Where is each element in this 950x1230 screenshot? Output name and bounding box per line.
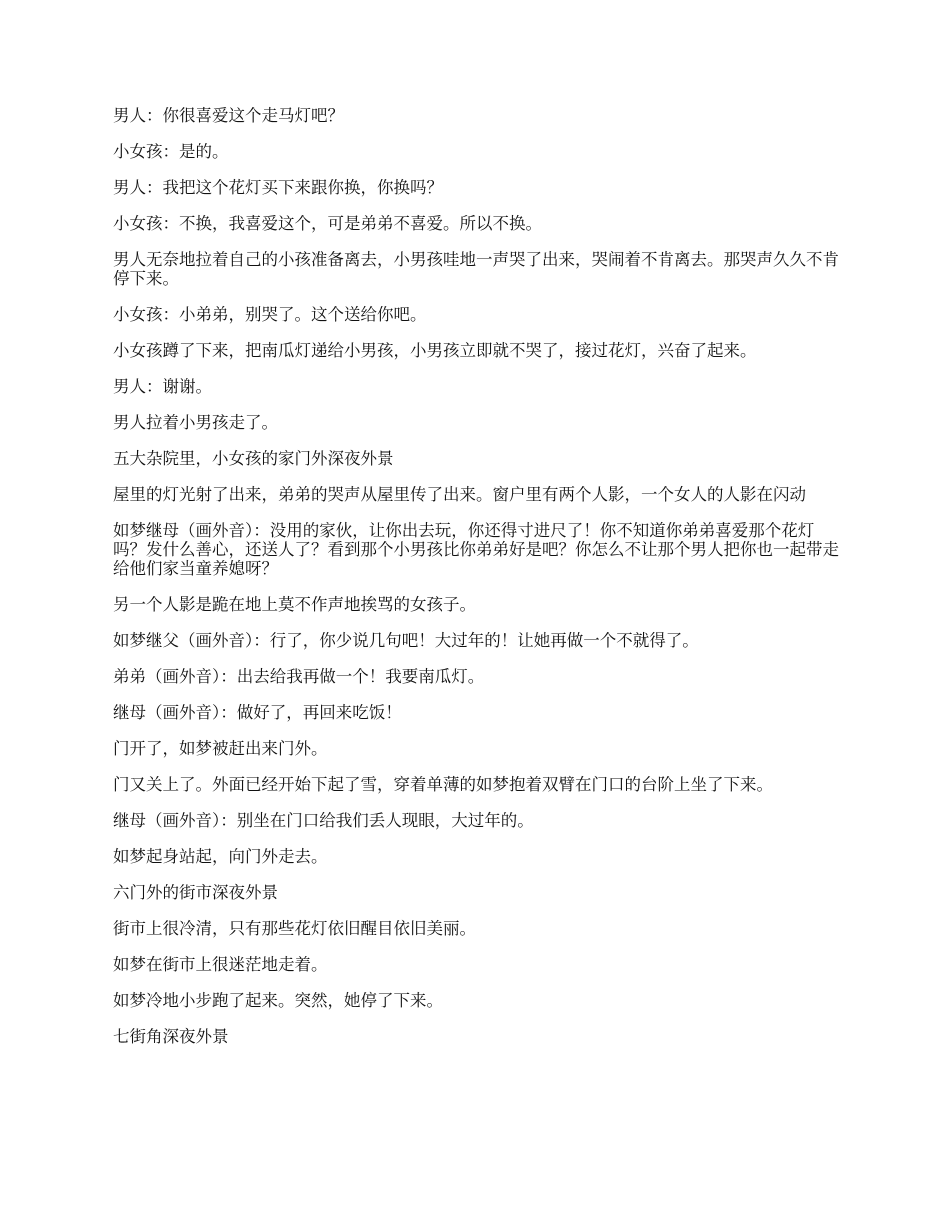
- paragraph: 如梦继母（画外音）：没用的家伙，让你出去玩，你还得寸进尺了！你不知道你弟弟喜爱那个花灯吗？发什么善心，还送人了？看到那个小男孩比你弟弟好是吧？你怎么不让那个男人把你也一起带走给他们家当童养媳呀？: [113, 521, 839, 578]
- paragraph: 街市上很冷清，只有那些花灯依旧醒目依旧美丽。: [113, 919, 476, 938]
- paragraph: 门又关上了。外面已经开始下起了雪，穿着单薄的如梦抱着双臂在门口的台阶上坐了下来。: [113, 775, 773, 794]
- paragraph: 男人：你很喜爱这个走马灯吧？: [113, 106, 344, 125]
- paragraph: 继母（画外音）：做好了，再回来吃饭！: [113, 703, 402, 722]
- paragraph: 小女孩：不换，我喜爱这个，可是弟弟不喜爱。所以不换。: [113, 214, 542, 233]
- scene-heading: 五大杂院里，小女孩的家门外深夜外景: [113, 449, 394, 468]
- paragraph: 屋里的灯光射了出来，弟弟的哭声从屋里传了出来。窗户里有两个人影，一个女人的人影在闪动: [113, 485, 806, 504]
- paragraph: 继母（画外音）：别坐在门口给我们丢人现眼，大过年的。: [113, 811, 534, 830]
- paragraph: 小女孩：小弟弟，别哭了。这个送给你吧。: [113, 305, 427, 324]
- paragraph: 男人：我把这个花灯买下来跟你换，你换吗？: [113, 178, 443, 197]
- paragraph: 小女孩：是的。: [113, 142, 229, 161]
- paragraph: 男人无奈地拉着自己的小孩准备离去，小男孩哇地一声哭了出来，哭闹着不肯离去。那哭声久久不肯停下来。: [113, 250, 839, 288]
- paragraph: 如梦继父（画外音）：行了，你少说几句吧！大过年的！让她再做一个不就得了。: [113, 631, 699, 650]
- scene-heading: 六门外的街市深夜外景: [113, 883, 278, 902]
- paragraph: 男人：谢谢。: [113, 377, 212, 396]
- paragraph: 如梦起身站起，向门外走去。: [113, 847, 328, 866]
- paragraph: 弟弟（画外音）：出去给我再做一个！我要南瓜灯。: [113, 667, 485, 686]
- paragraph: 男人拉着小男孩走了。: [113, 413, 278, 432]
- scene-heading: 七街角深夜外景: [113, 1027, 229, 1046]
- document-page: [113, 106, 843, 1063]
- paragraph: 小女孩蹲了下来，把南瓜灯递给小男孩，小男孩立即就不哭了，接过花灯，兴奋了起来。: [113, 341, 757, 360]
- paragraph: 另一个人影是跪在地上莫不作声地挨骂的女孩子。: [113, 595, 476, 614]
- paragraph: 门开了，如梦被赶出来门外。: [113, 739, 328, 758]
- paragraph: 如梦冷地小步跑了起来。突然，她停了下来。: [113, 991, 443, 1010]
- paragraph: 如梦在街市上很迷茫地走着。: [113, 955, 328, 974]
